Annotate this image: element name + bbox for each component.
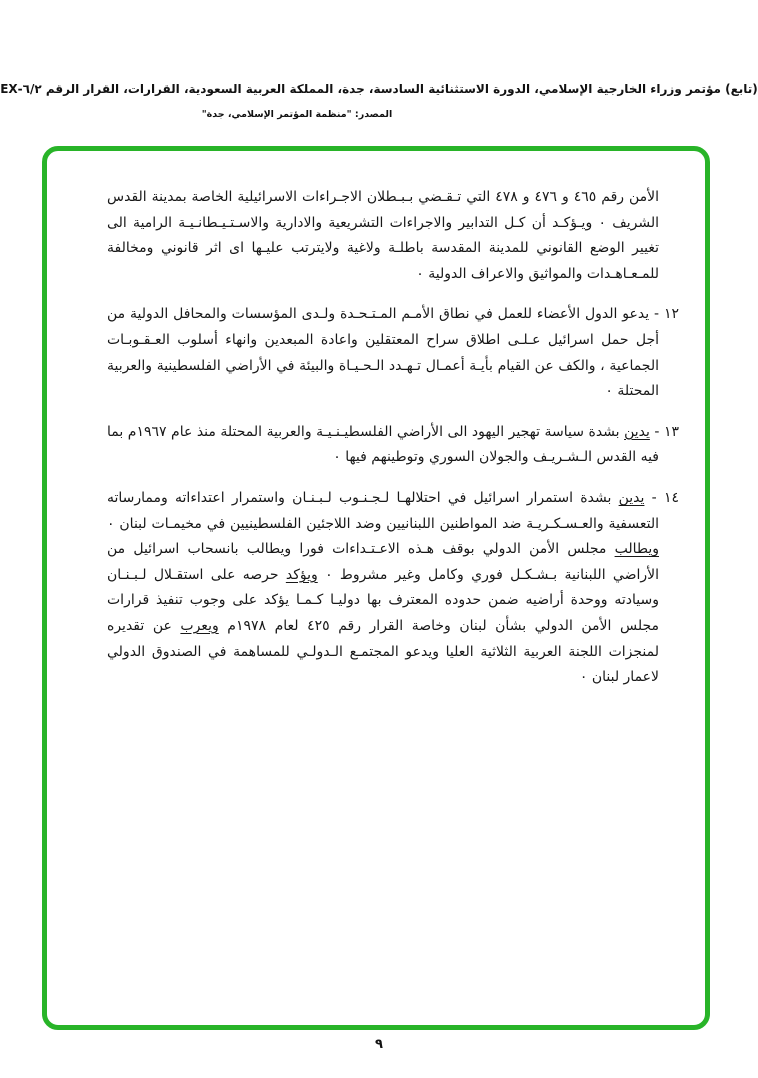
page-number: ٩: [375, 1037, 383, 1052]
numbered-paragraph: [107, 486, 680, 691]
text-segment: الأمن رقم ٤٦٥ و ٤٧٦ و ٤٧٨ التي تـقـضي بـبـطلان الاجـراءات الاسرائيلية الخاصة بمدينة القدس الشريف ٠ ويـؤكـد أن كـل التدابير والاجراءات التشريعية والادارية والاسـتـيـطانـيـة الرامية الى تغيير الوضع القانوني للمدينة المقدسة باطلـة ولاغية ولايترتب عليـها اى اثر قانوني ومخالفة للمـعـاهـدات والمواثيق والاعراف الدولية ٠: [107, 189, 660, 282]
text-segment: عن تقديره لمنجزات اللجنة العربية الثلاثية العليا ويدعو المجتمـع الـدولـي للمساهمة في الصندوق الدولي لاعمار لبنان ٠: [107, 617, 659, 686]
source-text: المصدر: "منظمة المؤتمر الإسلامي، جدة": [201, 109, 393, 120]
numbered-paragraph: [107, 302, 679, 404]
underlined-term: ويطالب: [614, 541, 659, 558]
text-segment: حرصه على استقـلال لـبـنـان وسيادته ووحدة أراضيه ضمن حدوده المعترف بها دوليـا كـمـا يؤكد على وجوب تنفيذ قرارات مجلس الأمن الدولي بشأن لبنان وخاصة القرار رقم ٤٢٥ لعام ١٩٧٨م: [107, 566, 659, 634]
paragraph-number: ١٢ -: [649, 306, 679, 323]
green-frame: [42, 146, 710, 1030]
resolution-body: [47, 151, 705, 691]
text-segment: مجلس الأمن الدولي بوقف هـذه الاعـتـداءات فورا ويطالب بانسحاب اسرائيل من الأراضي اللبنانية بـشـكـل فوري وكامل وغير مشروط ٠: [107, 541, 659, 583]
underlined-term: يدين: [618, 489, 645, 506]
text-segment: بشدة استمرار اسرائيل في احتلالهـا لـجـنـوب لـبـنـان واستمرار اعتداءاته وممارساته التعسفية والعـسـكـريـة ضد المواطنين اللبنانيين وضد اللاجئين الفلسطينيين في مخيمـات لبنان ٠: [107, 489, 659, 532]
text-segment: يدعو الدول الأعضاء للعمل في نطاق الأمـم المـتـحـدة ولـدى المؤسسات والمحافل الدولية من أجل حمل اسرائيل عـلـى اطلاق سراح المعتقلين واعادة المبعدين وانهاء أسلوب العـقـوبـات الجماعية ، والكف عن القيام بأيـة أعمـال تـهـدد الـحـيـاة والبيئة في الأراضي الفلسطينية والعربية المحتلة ٠: [107, 306, 659, 400]
underlined-term: ويعرب: [180, 617, 219, 634]
underlined-term: يدين: [624, 423, 650, 440]
text-segment: بشدة سياسة تهجير اليهود الى الأراضي الفلسطيـنـيـة والعربية المحتلة منذ عام ١٩٦٧م بما فيه القدس الـشـريـف والجولان السوري وتوطينهم فيها ٠: [107, 423, 659, 466]
underlined-term: ويؤكد: [285, 566, 318, 583]
paragraph-number: ١٣ -: [649, 423, 679, 440]
paragraph: [107, 185, 659, 287]
numbered-paragraph: [107, 420, 679, 471]
paragraph-number: ١٤ -: [644, 489, 680, 506]
document-title: (تابع) مؤتمر وزراء الخارجية الإسلامي، الدورة الاستثنائية السادسة، جدة، المملكة العربية السعودية، القرارات، القرار الرقم ٦/٢-EX: [0, 82, 758, 96]
source-line: [0, 109, 758, 120]
